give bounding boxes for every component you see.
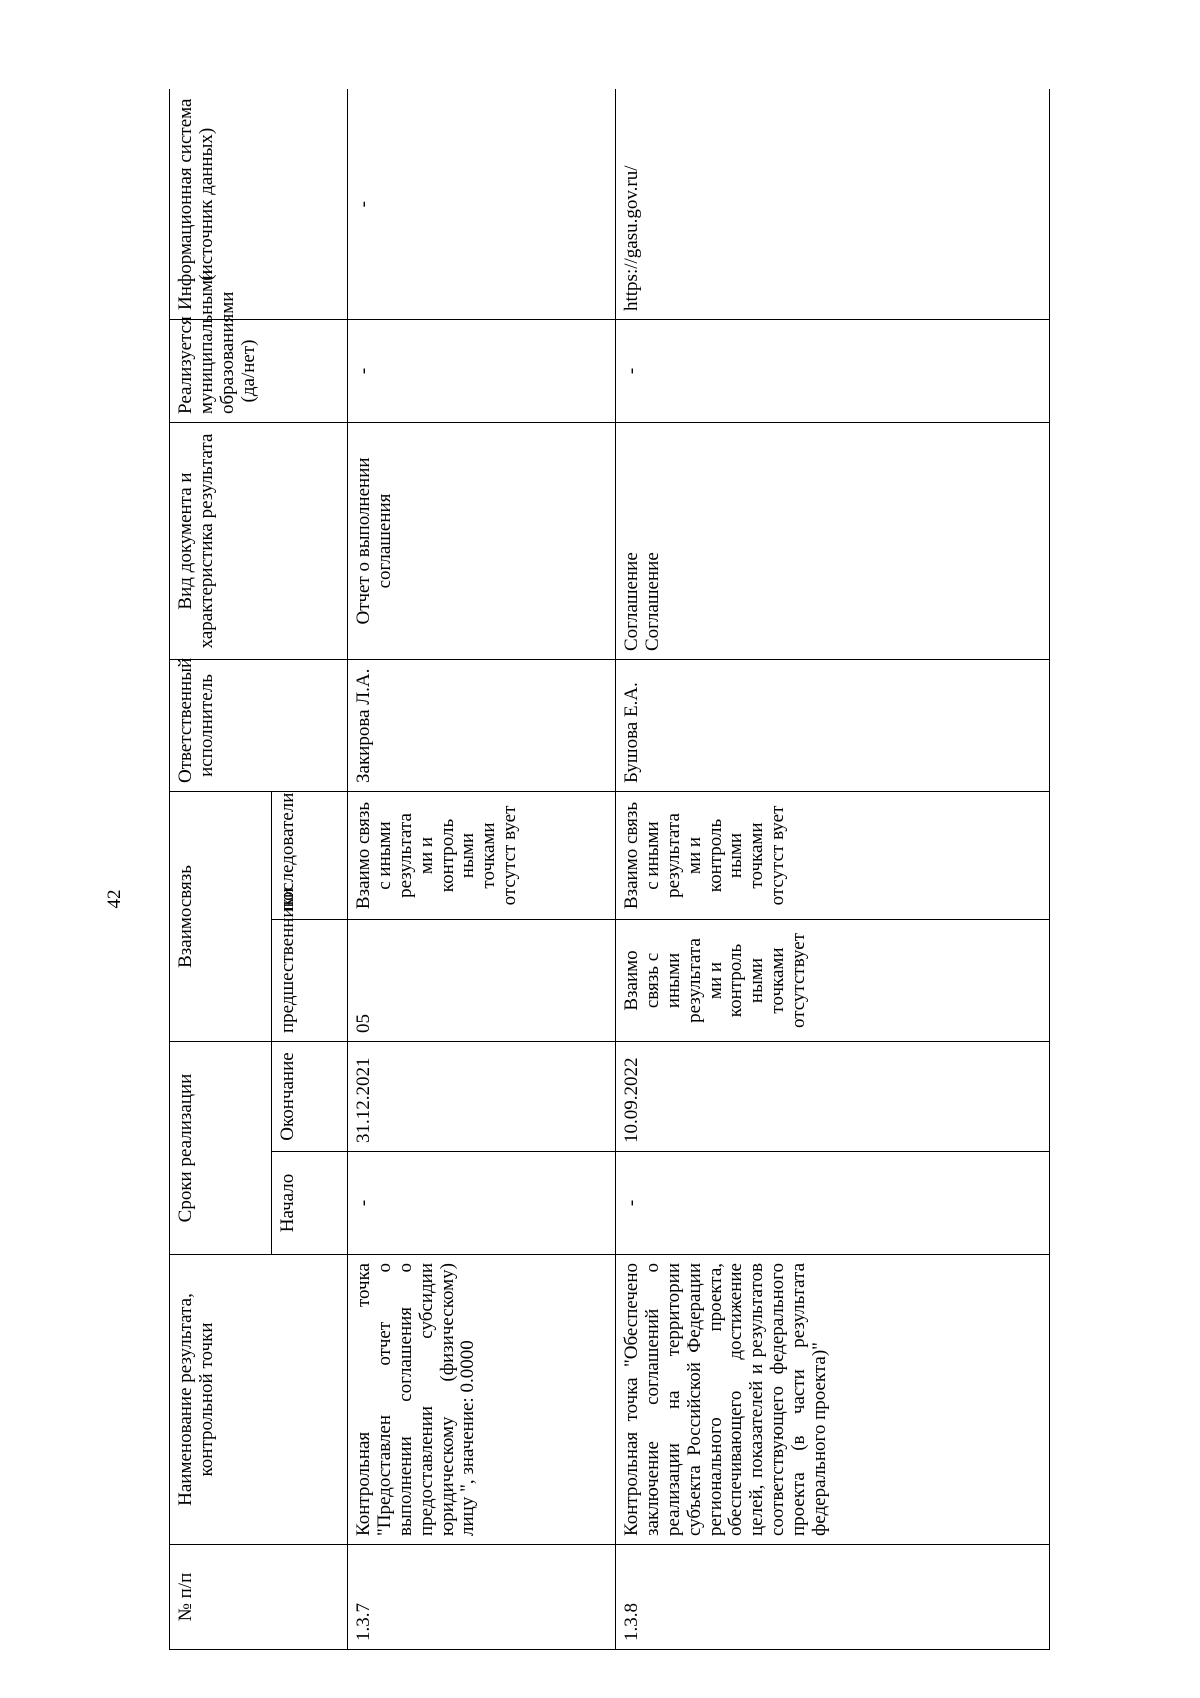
header-doc-type: Вид документа и характеристика результата <box>170 423 348 660</box>
rotated-table-container <box>169 90 1049 1650</box>
row-successors: Взаимо связь с иными результата ми и контроль ными точками отсутст вует <box>348 792 616 920</box>
table-row <box>616 90 1050 1650</box>
row-doc-type: Соглашение Соглашение <box>616 423 1050 660</box>
row-num: 1.3.7 <box>348 1545 616 1650</box>
row-end: 10.09.2022 <box>616 1042 1050 1152</box>
row-predecessors: Взаимо связь с иными результата ми и контроль ными точками отсутствует <box>616 920 1050 1042</box>
header-successors: последователи <box>272 792 348 920</box>
row-num: 1.3.8 <box>616 1545 1050 1650</box>
header-predecessors: предшественники <box>272 920 348 1042</box>
header-start: Начало <box>272 1152 348 1255</box>
header-info-system: Информационная система (источник данных) <box>170 90 348 320</box>
row-successors: Взаимо связь с иными результата ми и контроль ными точками отсутст вует <box>616 792 1050 920</box>
row-responsible: Бушова Е.А. <box>616 660 1050 792</box>
row-start: - <box>616 1152 1050 1255</box>
row-end: 31.12.2021 <box>348 1042 616 1152</box>
row-start: - <box>348 1152 616 1255</box>
header-relation: Взаимосвязь <box>170 792 272 1042</box>
row-predecessors: 05 <box>348 920 616 1042</box>
results-table <box>169 90 1050 1651</box>
row-responsible: Закирова Л.А. <box>348 660 616 792</box>
header-end: Окончание <box>272 1042 348 1152</box>
row-name: Контрольная точка "Предоставлен отчет о выполнении соглашения о предоставлении субсидии юридическому (физическому) лицу ", значение: 0.0000 <box>348 1255 616 1545</box>
table-row <box>348 90 616 1650</box>
row-municipal: - <box>616 320 1050 423</box>
row-name: Контрольная точка "Обеспечено заключение соглашений о реализации на территории субъекта Российской Федерации регионального проекта, обеспечивающего достижение целей, показателей и результатов соответствующего федерального проекта (в части результата федерального проекта)" <box>616 1255 1050 1545</box>
header-num: № п/п <box>170 1545 348 1650</box>
row-doc-type: Отчет о выполнении соглашения <box>348 423 616 660</box>
row-info-system-link[interactable]: https://gasu.gov.ru/ <box>616 90 1050 320</box>
header-name: Наименование результата, контрольной точки <box>170 1255 348 1545</box>
row-info-system: - <box>348 90 616 320</box>
header-municipal: Реализуется муниципальными образованиями (да/нет) <box>170 320 348 423</box>
page-number: 42 <box>104 889 125 909</box>
row-municipal: - <box>348 320 616 423</box>
header-terms: Сроки реализации <box>170 1042 272 1255</box>
header-responsible: Ответственный исполнитель <box>170 660 348 792</box>
